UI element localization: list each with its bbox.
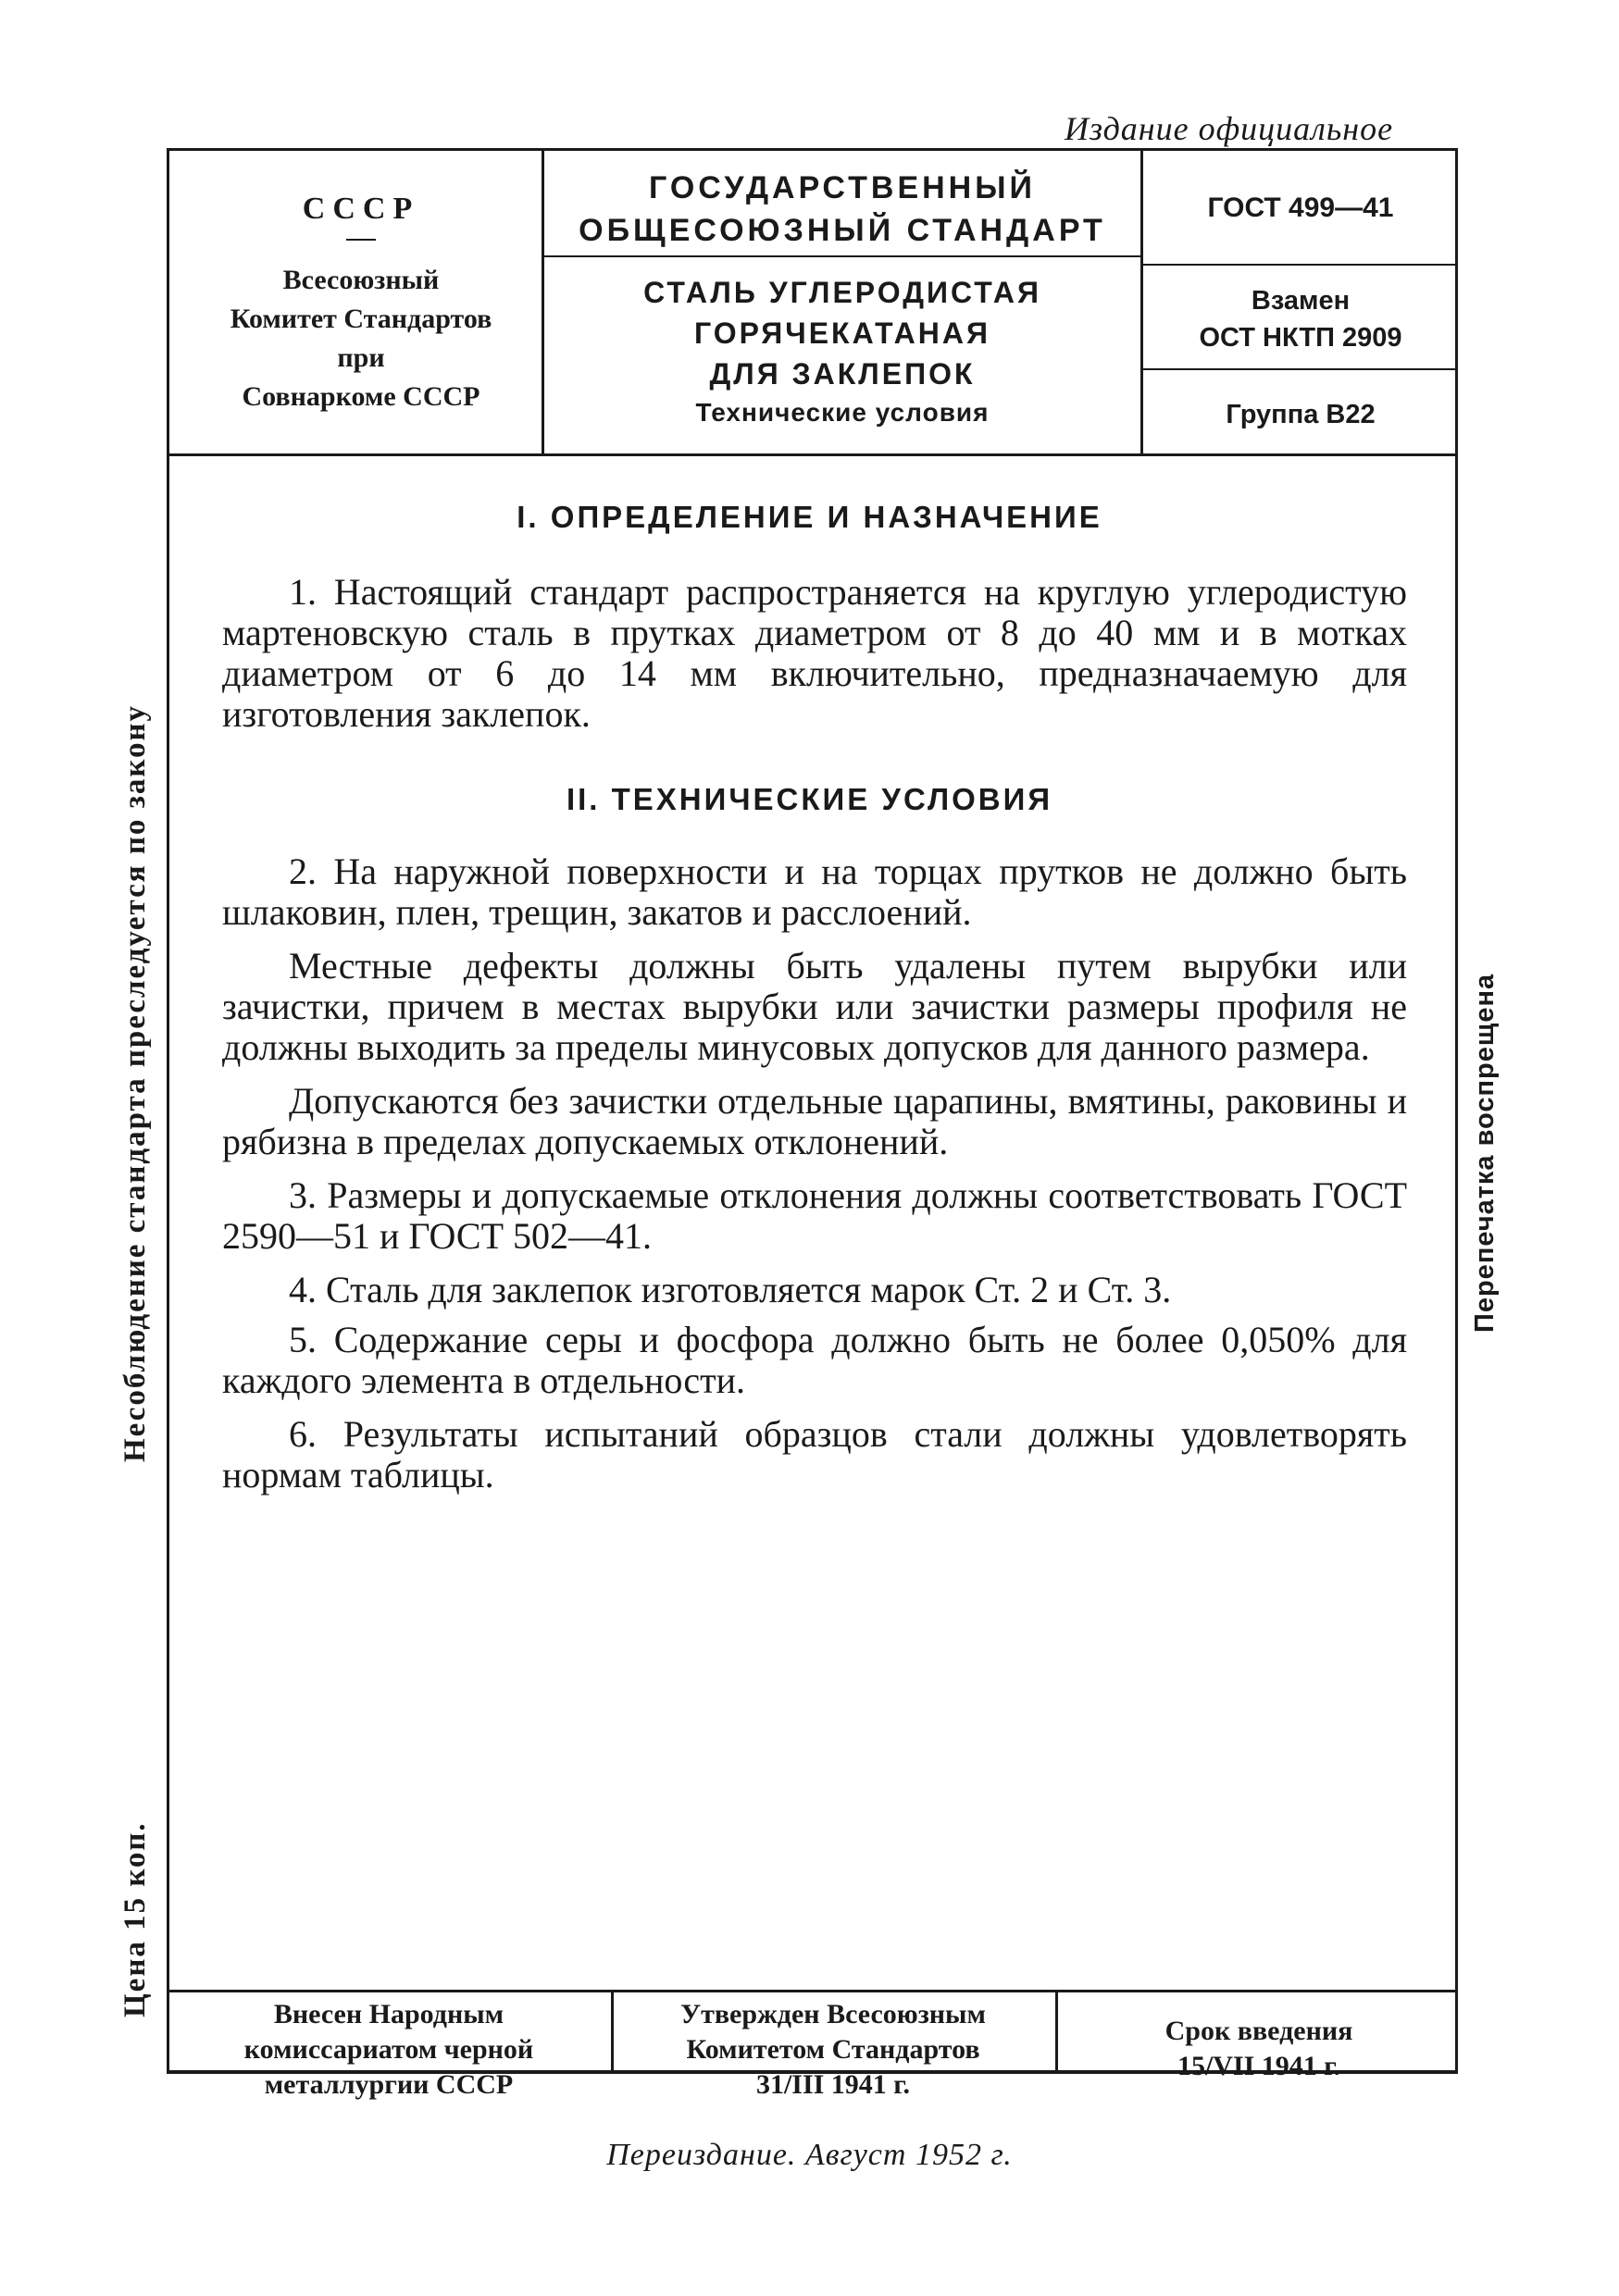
price-vertical: Цена 15 коп. [118,1821,152,2017]
paragraph: 6. Результаты испытаний образцов стали должны удовлетворять нормам таблицы. [222,1413,1407,1496]
standard-name-line: ГОРЯЧЕКАТАНАЯ [694,316,990,350]
standard-name-line: СТАЛЬ УГЛЕРОДИСТАЯ [643,276,1041,309]
paragraph: Местные дефекты должны быть удалены путем вырубки или зачистки, причем в местах вырубки или зачистки размеры профиля не должны выходить за пределы минусовых допусков для данного размера. [222,945,1407,1068]
header-bottom-line [167,453,1458,456]
replaces-value: ОСТ НКТП 2909 [1199,323,1402,353]
frame-top-line [167,148,1458,151]
standard-type-line: ГОСУДАРСТВЕННЫЙ [649,170,1036,205]
org-line: при [337,342,385,373]
reprint-edition: Переиздание. Август 1952 г. [606,2138,1013,2172]
frame-left-line [167,148,169,2073]
header-divider-right [1140,148,1143,453]
replaces-label: Взамен [1251,286,1351,316]
footer-line: 31/III 1941 г. [755,2069,911,2100]
header-country: СССР [302,192,420,226]
standard-subtitle: Технические условия [695,398,990,427]
header-right-split-2 [1140,368,1458,370]
paragraph: 4. Сталь для заклепок изготовляется марок Ст. 2 и Ст. 3. [289,1269,1172,1310]
paragraph: 1. Настоящий стандарт распространяется на круглую углеродистую мартеновскую сталь в прутках диаметром от 8 до 40 мм и в мотках диаметром от 6 до 14 мм включительно, предназначаемую для изготовления заклепок. [222,571,1407,735]
paragraph: 3. Размеры и допускаемые отклонения должны соответствовать ГОСТ 2590—51 и ГОСТ 502—41. [222,1174,1407,1257]
footer-introduced [176,1997,602,2103]
section-title: I. ОПРЕДЕЛЕНИЕ И НАЗНАЧЕНИЕ [517,500,1102,534]
standard-type-line: ОБЩЕСОЮЗНЫЙ СТАНДАРТ [579,213,1106,248]
footer-line: Срок введения [1164,2016,1353,2046]
org-line: Всесоюзный [282,265,440,295]
footer-line: 15/VII 1941 г. [1177,2051,1341,2081]
header-right-split-1 [1140,264,1458,266]
group-code: Группа В22 [1226,400,1376,429]
footer-line: металлургии СССР [264,2069,514,2100]
org-line: Совнаркоме СССР [242,381,480,412]
country-underline [346,239,376,241]
footer-line: Комитетом Стандартов [686,2034,980,2065]
standard-name [555,272,1129,394]
footer-line: комиссариатом черной [243,2034,534,2065]
standard-type [555,167,1129,252]
reprint-prohibited-vertical: Перепечатка воспрещена [1470,973,1500,1333]
legal-notice-vertical: Несоблюдение стандарта преследуется по закону [118,704,152,1462]
footer-divider-right [1055,1990,1058,2073]
footer-approved [620,1997,1046,2103]
paragraph: 2. На наружной поверхности и на торцах прутков не должно быть шлаковин, плен, трещин, закатов и расслоений. [222,850,1407,933]
footer-divider-left [611,1990,614,2073]
footer-line: Внесен Народным [273,1999,504,2029]
replaces-block [1148,282,1453,356]
edition-label: Издание официальное [1065,110,1394,147]
footer-top-line [167,1990,1458,1992]
paragraph: 5. Содержание серы и фосфора должно быть не более 0,050% для каждого элемента в отдельности. [222,1319,1407,1401]
section-title: II. ТЕХНИЧЕСКИЕ УСЛОВИЯ [566,782,1053,816]
gost-number: ГОСТ 499—41 [1207,192,1394,223]
header-organization [176,261,546,416]
section-body [222,851,1407,1508]
header-center-split [542,255,1141,257]
footer-effective-date [1065,2014,1453,2084]
frame-right-line [1455,148,1458,2073]
footer-line: Утвержден Всесоюзным [680,1999,986,2029]
standard-name-line: ДЛЯ ЗАКЛЕПОК [709,357,976,391]
org-line: Комитет Стандартов [230,304,492,334]
section-body [222,572,1407,748]
paragraph: Допускаются без зачистки отдельные царапины, вмятины, раковины и рябизна в пределах допускаемых отклонений. [222,1080,1407,1162]
